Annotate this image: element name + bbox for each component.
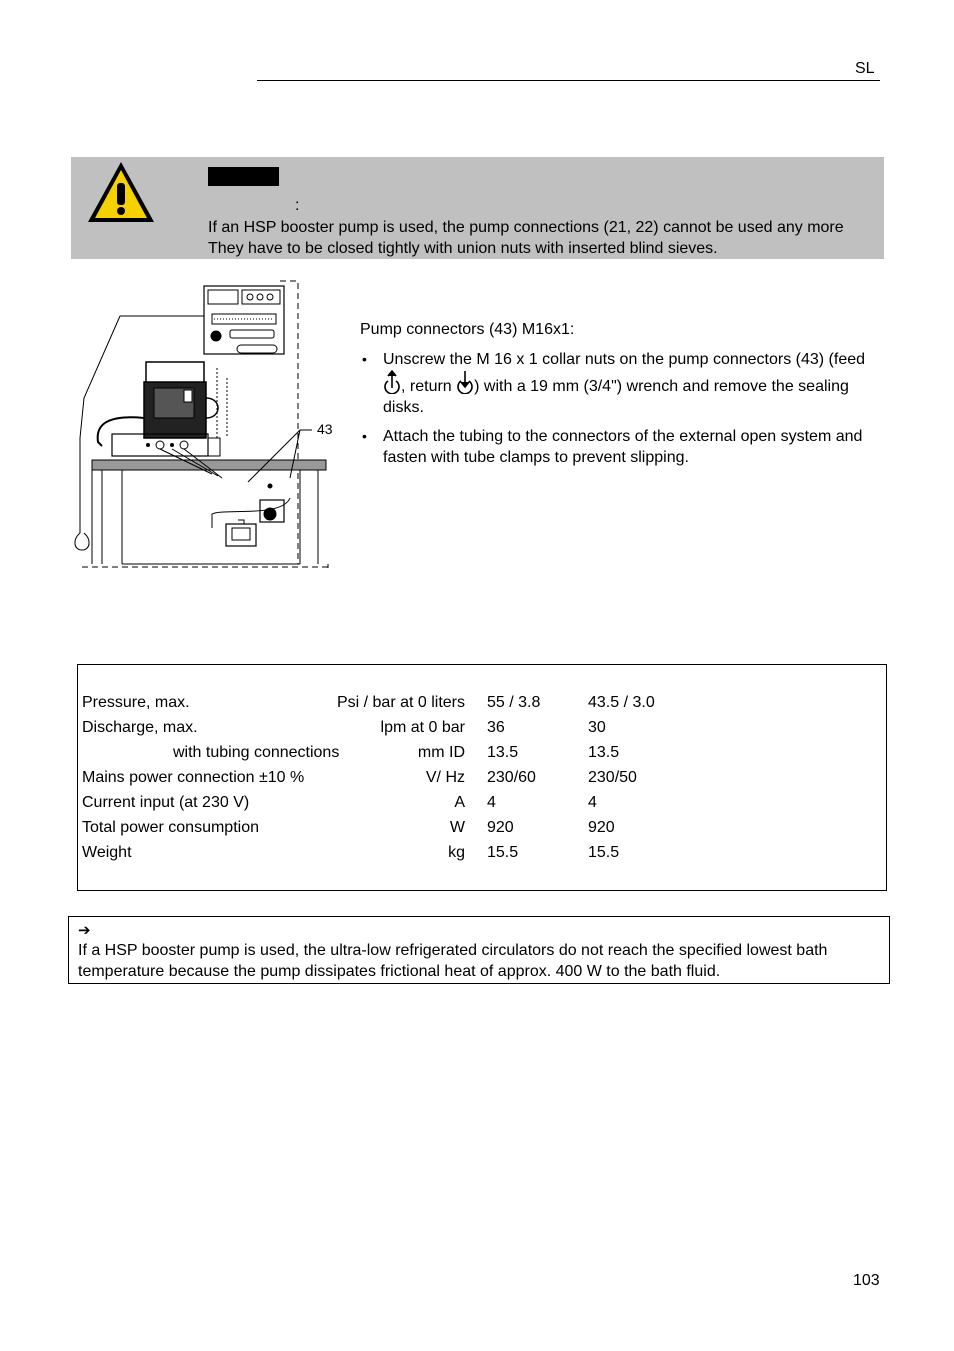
table-row: with tubing connections mm ID 13.5 13.5 [173, 744, 620, 761]
page-number: 103 [853, 1272, 880, 1289]
warning-label-bar [208, 167, 279, 186]
booster-pump-figure [72, 278, 334, 572]
feed-arrow-icon [383, 370, 401, 394]
warning-colon: : [295, 197, 300, 214]
figure-callout-43: 43 [317, 421, 333, 437]
table-row: Discharge, max. lpm at 0 bar 36 30 [82, 719, 606, 736]
table-row: Current input (at 230 V) A 4 4 [82, 794, 597, 811]
table-row: Total power consumption W 920 920 [82, 819, 615, 836]
note-text: If a HSP booster pump is used, the ultra-low refrigerated circulators do not reach the specified lowest bath temperature because the pump dissipates frictional heat of approx. 400 W to the bath fluid. [78, 942, 828, 980]
note-box [68, 916, 890, 984]
table-row: Pressure, max. Psi / bar at 0 liters 55 / 3.8 43.5 / 3.0 [82, 694, 655, 711]
instruction-item-unscrew: • Unscrew the M 16 x 1 collar nuts on the pump connectors (43) (feed , return ) with a 19 mm (3/4") wrench and remove the sealing disks. [360, 349, 880, 418]
warning-text: If an HSP booster pump is used, the pump connections (21, 22) cannot be used any more They have to be closed tightly with union nuts with inserted blind sieves. [208, 219, 844, 257]
warning-triangle-icon [85, 159, 157, 225]
arrow-right-icon: ➔ [78, 922, 91, 939]
return-arrow-icon [456, 370, 474, 394]
specifications-table [77, 664, 887, 891]
pump-connectors-title: Pump connectors (43) M16x1: [360, 321, 575, 338]
header-rule [257, 80, 880, 81]
instruction-list [360, 349, 880, 468]
instruction-item-attach-tubing: • Attach the tubing to the connectors of the external open system and fasten with tube clamps to prevent slipping. [360, 426, 880, 468]
header-section-label: SL [855, 60, 875, 77]
warning-box [71, 157, 884, 259]
table-row: Mains power connection ±10 % V/ Hz 230/60 230/50 [82, 769, 637, 786]
table-row: Weight kg 15.5 15.5 [82, 844, 620, 861]
